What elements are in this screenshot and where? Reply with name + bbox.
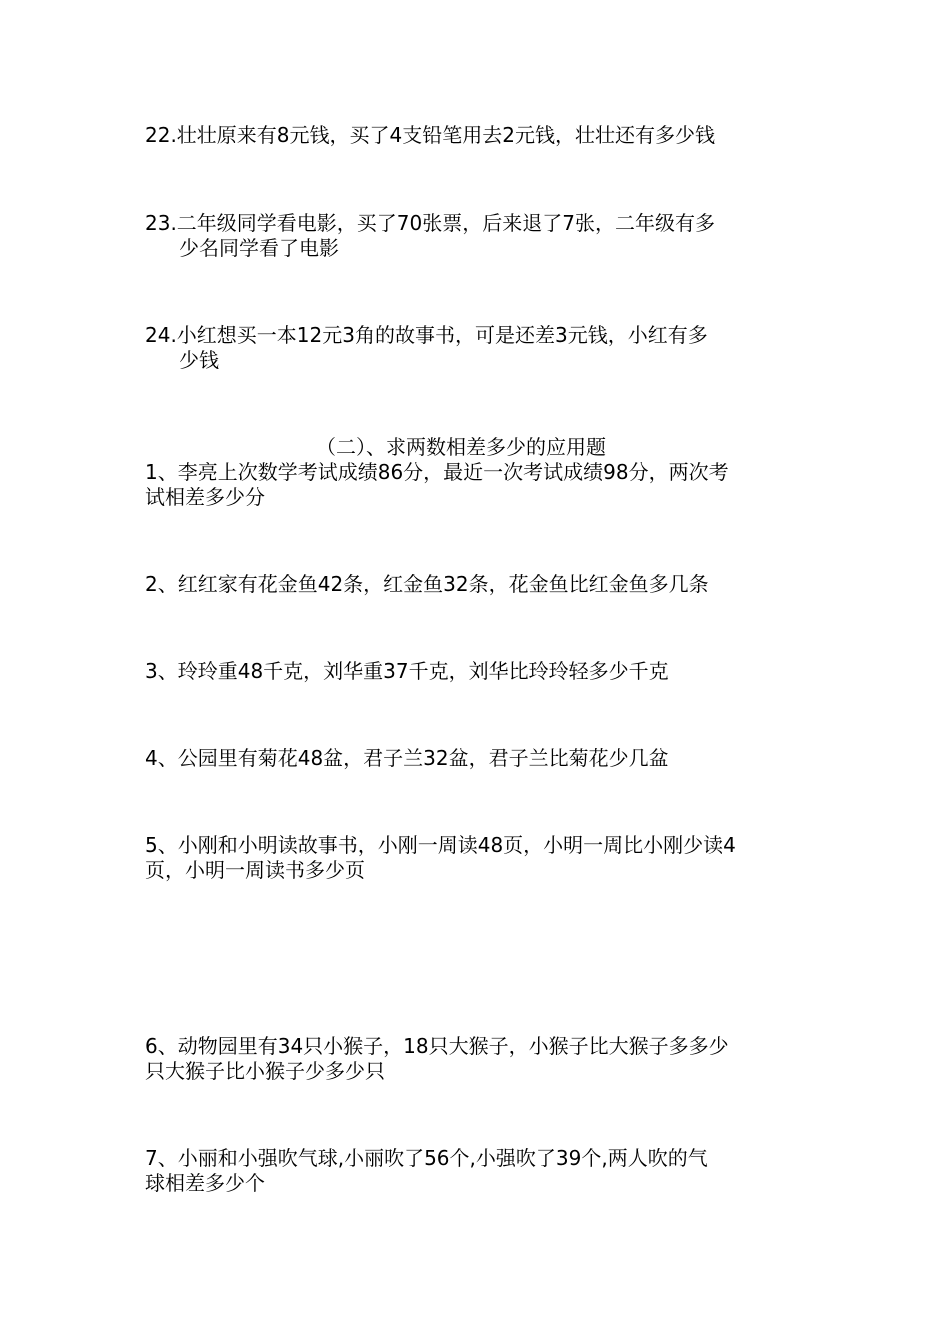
problem-1 (145, 460, 815, 510)
problem-line: 2、红红家有花金鱼42条，红金鱼32条，花金鱼比红金鱼多几条 (145, 572, 709, 596)
problem-5 (145, 833, 815, 883)
problem-line-continued: 试相差多少分 (145, 485, 265, 509)
problem-line: 1、李亮上次数学考试成绩86分，最近一次考试成绩98分，两次考 (145, 460, 729, 484)
problem-line-continued: 少钱 (179, 348, 219, 372)
problem-6 (145, 1034, 815, 1084)
problem-line: 5、小刚和小明读故事书，小刚一周读48页，小明一周比小刚少读4 (145, 833, 736, 857)
problem-7 (145, 1146, 815, 1196)
problem-line: 3、玲玲重48千克，刘华重37千克，刘华比玲玲轻多少千克 (145, 659, 669, 683)
problem-line: 4、公园里有菊花48盆，君子兰32盆，君子兰比菊花少几盆 (145, 746, 669, 770)
problem-2 (145, 572, 815, 597)
problem-line-continued: 少名同学看了电影 (179, 236, 339, 260)
section-title: （二）、求两数相差多少的应用题 (316, 435, 606, 459)
problem-4 (145, 746, 815, 771)
problem-22 (145, 123, 815, 148)
problem-line-continued: 页，小明一周读书多少页 (145, 858, 365, 882)
problem-24 (145, 323, 815, 373)
problem-line-continued: 球相差多少个 (145, 1171, 265, 1195)
problem-line: 22.壮壮原来有8元钱，买了4支铅笔用去2元钱，壮壮还有多少钱 (145, 123, 715, 147)
problem-3 (145, 659, 815, 684)
problem-line: 24.小红想买一本12元3角的故事书，可是还差3元钱，小红有多 (145, 323, 708, 347)
problem-line: 7、小丽和小强吹气球,小丽吹了56个,小强吹了39个,两人吹的气 (145, 1146, 708, 1170)
problem-line-continued: 只大猴子比小猴子少多少只 (145, 1059, 385, 1083)
problem-line: 6、动物园里有34只小猴子，18只大猴子，小猴子比大猴子多多少 (145, 1034, 729, 1058)
problem-23 (145, 211, 815, 261)
problem-line: 23.二年级同学看电影，买了70张票，后来退了7张，二年级有多 (145, 211, 715, 235)
